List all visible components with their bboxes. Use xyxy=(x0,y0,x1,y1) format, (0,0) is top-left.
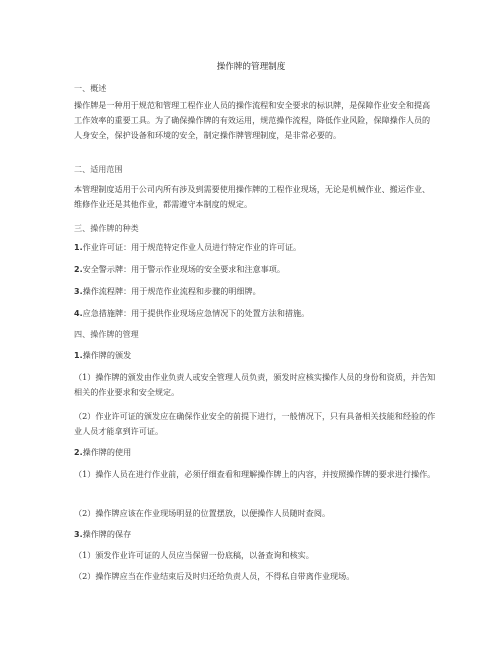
list-item-text: 操作流程牌：用于规范作业流程和步骤的明细牌。 xyxy=(82,286,261,296)
subsection-number: 1. xyxy=(74,351,83,360)
list-item xyxy=(74,262,436,277)
subsection-title-text: 操作牌的保存 xyxy=(82,529,132,539)
list-item-number: 3. xyxy=(74,287,83,296)
section-3-heading: 三、操作牌的种类 xyxy=(74,223,139,233)
list-item xyxy=(74,240,436,255)
list-item-text: 应急措施牌：用于提供作业现场应急情况下的处置方法和措施。 xyxy=(82,308,310,318)
section-1-heading: 一、概述 xyxy=(74,83,107,93)
list-item-number: 4. xyxy=(74,309,83,318)
document-title: 操作牌的管理制度 xyxy=(216,62,286,72)
paragraph: （1）操作牌的颁发由作业负责人或安全管理人员负责，颁发时应核实操作人员的身份和资质，并告知相关的作业要求和安全规定。 xyxy=(74,372,436,397)
subsection-title xyxy=(74,527,436,542)
paragraph: （1）颁发作业许可证的人员应当保留一份底稿，以备查询和核实。 xyxy=(74,550,314,560)
list-item-text: 安全警示牌：用于警示作业现场的安全要求和注意事项。 xyxy=(82,264,285,274)
subsection-number: 3. xyxy=(74,530,83,539)
paragraph: （2）操作牌应该在作业现场明显的位置摆放，以便操作人员随时查阅。 xyxy=(74,508,331,518)
paragraph: （2）作业许可证的颁发应在确保作业安全的前提下进行，一般情况下，只有具备相关技能和经验的作业人员才能拿到许可证。 xyxy=(74,411,436,436)
subsection-number: 2. xyxy=(74,448,83,457)
subsection-title-text: 操作牌的使用 xyxy=(82,447,132,457)
subsection-title-text: 操作牌的颁发 xyxy=(82,350,132,360)
paragraph: （2）操作牌应当在作业结束后及时归还给负责人员，不得私自带离作业现场。 xyxy=(74,571,355,581)
subsection-title xyxy=(74,348,436,363)
list-item-number: 1. xyxy=(74,243,83,252)
paragraph: （1）操作人员在进行作业前，必须仔细查看和理解操作牌上的内容，并按照操作牌的要求进行操作。 xyxy=(74,469,436,479)
section-4-heading: 四、操作牌的管理 xyxy=(74,329,139,339)
subsection-title xyxy=(74,445,436,460)
section-1-body: 操作牌是一种用于规范和管理工程作业人员的操作流程和安全要求的标识牌，是保障作业安全和提高工作效率的重要工具。为了确保操作牌的有效运用，规范操作流程，降低作业风险，保障操作人员的人身安全，保护设备和环境的安全，制定操作牌管理制度，是非常必要的。 xyxy=(74,100,431,140)
section-2-body: 本管理制度适用于公司内所有涉及到需要使用操作牌的工程作业现场，无论是机械作业、搬运作业、维修作业还是其他作业，都需遵守本制度的规定。 xyxy=(74,184,431,209)
list-item-number: 2. xyxy=(74,265,83,274)
list-item-text: 作业许可证：用于规范特定作业人员进行特定作业的许可证。 xyxy=(82,242,302,252)
section-2-heading: 二、适用范围 xyxy=(74,164,123,174)
list-item xyxy=(74,284,436,299)
list-item xyxy=(74,306,436,321)
